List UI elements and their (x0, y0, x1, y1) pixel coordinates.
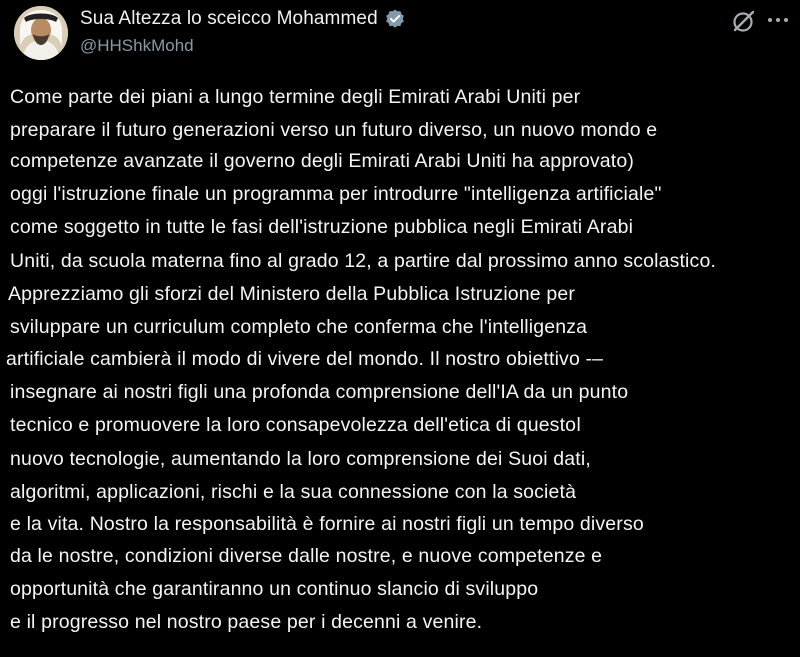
post-text-line: Apprezziamo gli sforzi del Ministero della Pubblica Istruzione per (8, 283, 575, 305)
post-text-line: sviluppare un curriculum completo che conferma che l'intelligenza (10, 316, 588, 338)
post-text-line: oggi l'istruzione finale un programma per introdurre "intelligenza artificiale" (10, 183, 662, 205)
grok-icon[interactable] (731, 8, 757, 34)
post-text-line: Uniti, da scuola materna fino al grado 12, a partire dal prossimo anno scolastico. (10, 250, 717, 272)
more-dot-icon (768, 18, 772, 22)
post-text-line: preparare il futuro generazioni verso un futuro diverso, un nuovo mondo e (10, 119, 658, 141)
more-options-icon[interactable] (766, 10, 790, 30)
post-text-line: e la vita. Nostro la responsabilità è fornire ai nostri figli un tempo diverso (10, 513, 644, 535)
post-header (0, 0, 800, 70)
author-name-row (80, 8, 406, 30)
post-text-line: artificiale cambierà il modo di vivere del mondo. Il nostro obiettivo -– (6, 348, 604, 370)
post-text-line: e il progresso nel nostro paese per i decenni a venire. (10, 611, 483, 633)
post-text-line: insegnare ai nostri figli una profonda comprensione dell'IA da un punto (10, 381, 629, 403)
more-dot-icon (784, 18, 788, 22)
post-text-line: tecnico e promuovere la loro consapevolezza dell'etica di questoǀ (10, 414, 582, 436)
post-text-line: competenze avanzate il governo degli Emirati Arabi Uniti ha approvato) (10, 150, 635, 172)
author-handle[interactable]: @HHShkMohd (80, 36, 194, 55)
post-text-line: da le nostre, condizioni diverse dalle nostre, e nuove competenze e (10, 545, 603, 567)
post-text-line: algoritmi, applicazioni, rischi e la sua connessione con la società (10, 481, 577, 503)
post-text-line: nuovo tecnologie, aumentando la loro comprensione dei Suoi dati, (10, 448, 591, 470)
author-display-name[interactable]: Sua Altezza lo sceicco Mohammed (80, 8, 378, 29)
more-dot-icon (776, 18, 780, 22)
post-text-line: come soggetto in tutte le fasi dell'istruzione pubblica negli Emirati Arabi (10, 216, 634, 238)
post-text-line: opportunità che garantiranno un continuo slancio di sviluppo (10, 578, 539, 600)
post-text-line: Come parte dei piani a lungo termine degli Emirati Arabi Uniti per (10, 86, 581, 108)
verified-badge-icon (384, 8, 406, 30)
avatar[interactable] (14, 6, 68, 60)
